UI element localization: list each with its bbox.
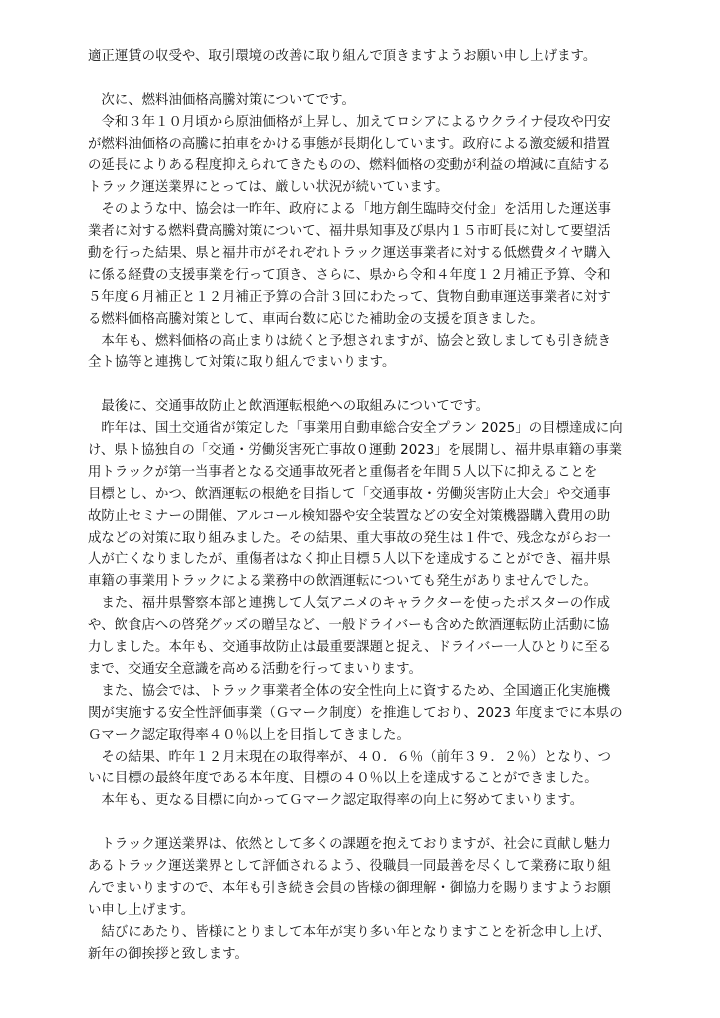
- text-line: また、協会では、トラック事業者全体の安全性向上に資するため、全国適正化実施機: [88, 683, 611, 699]
- text-line: 令和３年１０月頃から原油価格が上昇し、加えてロシアによるウクライナ侵攻や円安: [88, 114, 611, 130]
- text-line: ５年度６月補正と１２月補正予算の合計３回にわたって、貨物自動車運送事業者に対す: [88, 289, 611, 305]
- text-line: 新年の御挨拶と致します。: [88, 946, 248, 962]
- paragraph: [88, 199, 642, 330]
- text-line: 成などの対策に取り組みました。その結果、重大事故の発生は１件で、残念ながらお一: [88, 530, 611, 546]
- paragraph: [88, 90, 642, 112]
- paragraph: [88, 747, 642, 791]
- text-line: また、福井県警察本部と連携して人気アニメのキャラクターを使ったポスターの作成: [88, 596, 611, 612]
- text-line: トラック運送業界にとっては、厳しい状況が続いています。: [88, 180, 449, 196]
- text-line: い申し上げます。: [88, 902, 195, 918]
- text-line: 昨年は、国土交通省が策定した「事業用自動車総合安全プラン 2025」の目標達成に向: [88, 421, 623, 437]
- text-line: 適正運賃の収受や、取引環境の改善に取り組んで頂きますようお願い申し上げます。: [88, 49, 597, 64]
- text-line: 結びにあたり、皆様にとりまして本年が実り多い年となりますことを祈念申し上げ、: [88, 924, 611, 940]
- text-line: 目標とし、かつ、飲酒運転の根絶を目指して「交通事故・労働災害防止大会」や交通事: [88, 486, 611, 502]
- text-line: の延長によりある程度抑えられてきたものの、燃料価格の変動が利益の増減に直結する: [88, 158, 611, 174]
- paragraph: [88, 834, 642, 922]
- paragraph: [88, 112, 642, 200]
- text-line: や、飲食店への啓発グッズの贈呈など、一般ドライバーも含めた飲酒運転防止活動に協: [88, 618, 610, 634]
- text-line: 次に、燃料油価格高騰対策についてです。: [88, 92, 355, 108]
- text-line: 本年も、更なる目標に向かってＧマーク認定取得率の向上に努めてまいります。: [88, 793, 584, 809]
- text-line: 業者に対する燃料費高騰対策について、福井県知事及び県内１５市町長に対して要望活: [88, 224, 611, 240]
- text-line: まで、交通安全意識を高める活動を行ってまいります。: [88, 661, 422, 677]
- text-line: 全ト協等と連携して対策に取り組んでまいります。: [88, 355, 396, 371]
- paragraph: [88, 681, 642, 747]
- paragraph: [88, 46, 642, 68]
- paragraph: [88, 331, 642, 375]
- text-line: んでまいりますので、本年も引き続き会員の皆様の御理解・御協力を賜りますようお願: [88, 880, 611, 896]
- text-line: 最後に、交通事故防止と飲酒運転根絶への取組みについてです。: [88, 399, 489, 415]
- text-line: 用トラックが第一当事者となる交通事故死者と重傷者を年間５人以下に抑えることを: [88, 464, 598, 480]
- document-page: [88, 46, 642, 965]
- paragraph-gap: [88, 68, 642, 90]
- text-line: そのような中、協会は一昨年、政府による「地方創生臨時交付金」を活用した運送事: [88, 202, 612, 218]
- paragraph-gap: [88, 374, 642, 396]
- text-line: トラック運送業界は、依然として多くの課題を抱えておりますが、社会に貢献し魅力: [88, 837, 611, 853]
- paragraph-gap: [88, 812, 642, 834]
- text-line: いに目標の最終年度である本年度、目標の４０％以上を達成することができました。: [88, 771, 598, 787]
- text-line: 関が実施する安全性評価事業（Ｇマーク制度）を推進しており、2023 年度までに本県の: [88, 705, 623, 721]
- text-line: その結果、昨年１２月末現在の取得率が、４０．６％（前年３９．２％）となり、つ: [88, 749, 612, 765]
- text-line: 車籍の事業用トラックによる業務中の飲酒運転についても発生がありませんでした。: [88, 574, 598, 590]
- paragraph: [88, 593, 642, 681]
- paragraph: [88, 396, 642, 418]
- paragraph: [88, 922, 642, 966]
- text-line: 動を行った結果、県と福井市がそれぞれトラック運送事業者に対する低燃費タイヤ購入: [88, 246, 611, 262]
- text-line: る燃料価格高騰対策として、車両台数に応じた補助金の支援を頂きました。: [88, 311, 544, 327]
- paragraph: [88, 790, 642, 812]
- text-line: 本年も、燃料価格の高止まりは続くと予想されますが、協会と致しましても引き続き: [88, 333, 612, 349]
- text-line: あるトラック運送業界として評価されるよう、役職員一同最善を尽くして業務に取り組: [88, 858, 611, 874]
- text-line: に係る経費の支援事業を行って頂き、さらに、県から令和４年度１２月補正予算、令和: [88, 267, 611, 283]
- text-line: 力しました。本年も、交通事故防止は最重要課題と捉え、ドライバー一人ひとりに至る: [88, 640, 612, 656]
- text-line: が燃料油価格の高騰に拍車をかける事態が長期化しています。政府による激変緩和措置: [88, 136, 610, 152]
- text-line: 故防止セミナーの開催、アルコール検知器や安全装置などの安全対策機器購入費用の助: [88, 508, 611, 524]
- text-line: 人が亡くなりましたが、重傷者はなく抑止目標５人以下を達成することができ、福井県: [88, 552, 611, 568]
- text-line: け、県ト協独自の「交通・労働災害死亡事故０運動 2023」を展開し、福井県車籍の事業: [88, 443, 623, 459]
- text-line: Ｇマーク認定取得率４０％以上を目指してきました。: [88, 727, 410, 743]
- paragraph: [88, 418, 642, 593]
